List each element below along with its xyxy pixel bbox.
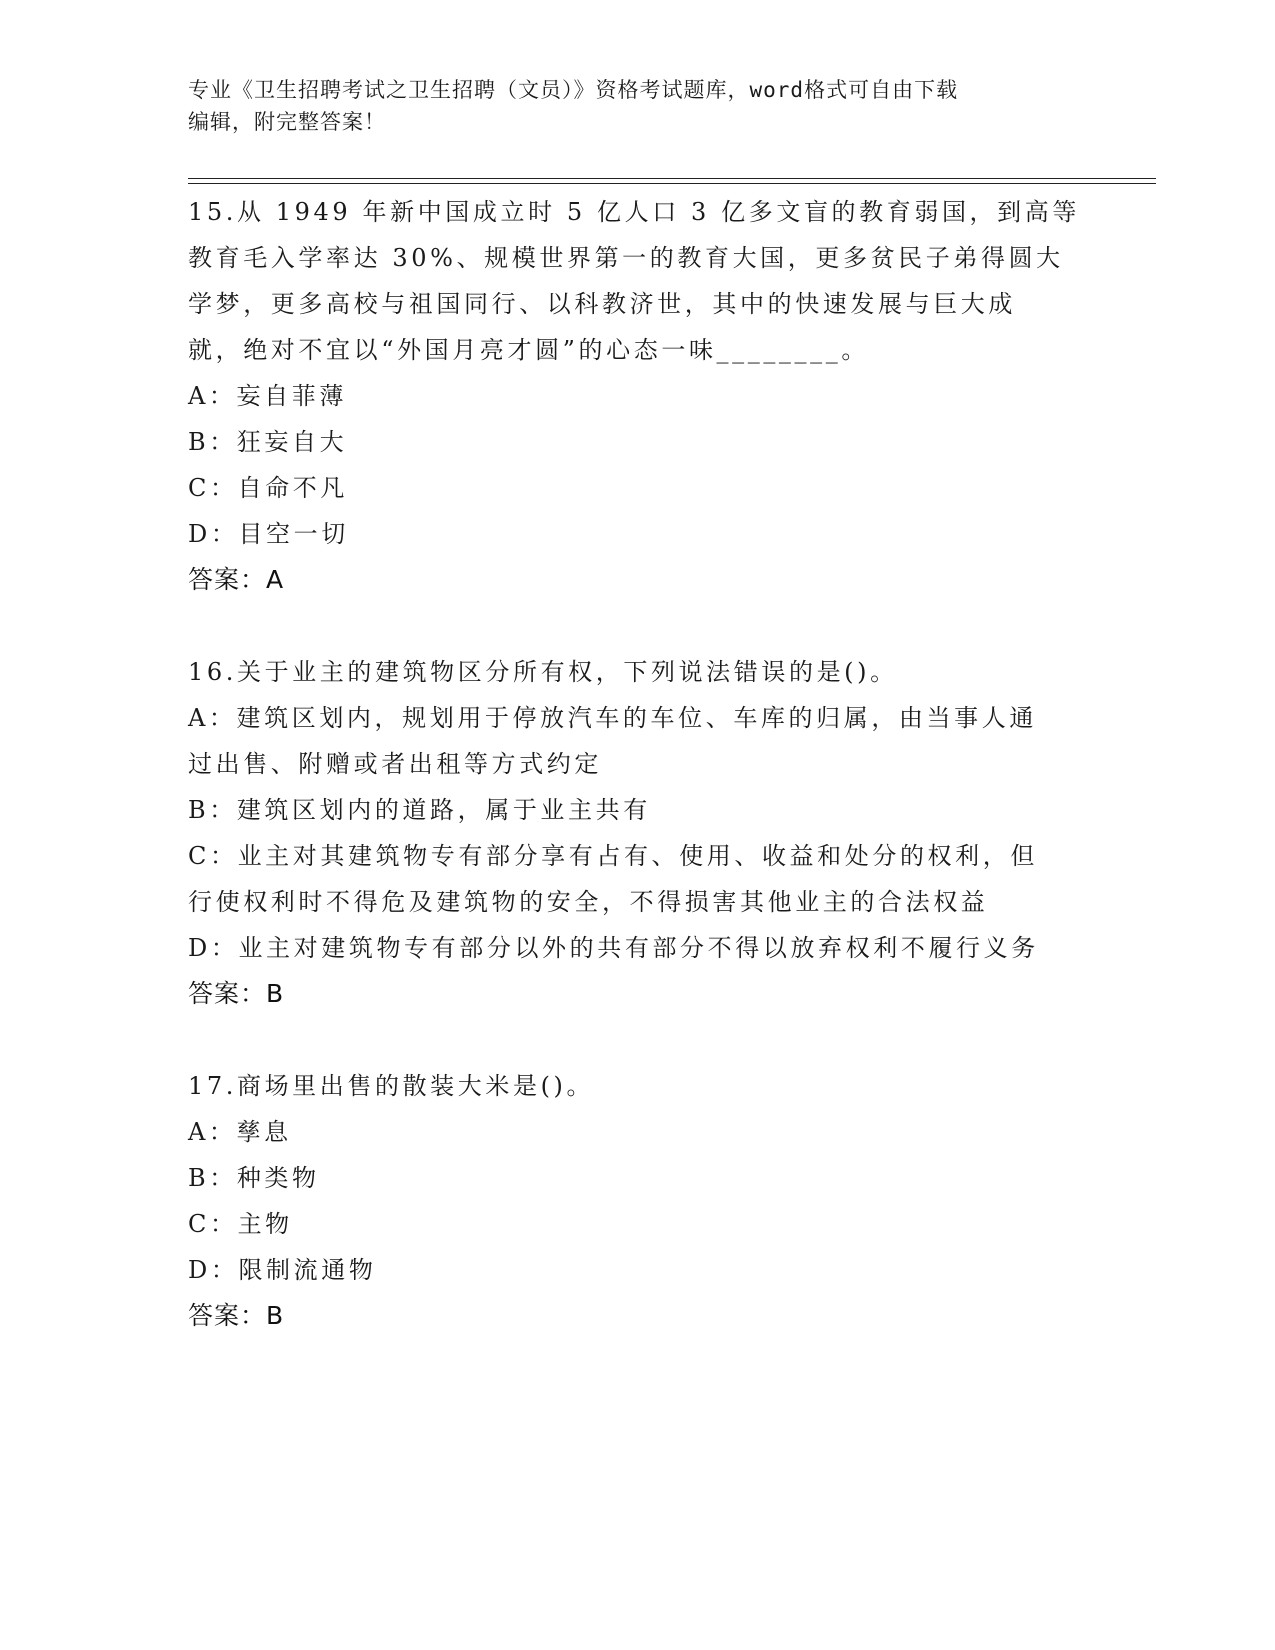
- header-divider-bottom: [188, 183, 1156, 184]
- question-stem-line: 学梦，更多高校与祖国同行、以科教济世，其中的快速发展与巨大成: [188, 290, 1016, 318]
- question-block: [188, 649, 1088, 1017]
- question-stem-line: 教育毛入学率达 30%、规模世界第一的教育大国，更多贫民子弟得圆大: [188, 244, 1064, 272]
- question-block: [188, 1063, 1088, 1339]
- answer-option-line: D：限制流通物: [188, 1256, 377, 1284]
- answer-key: 答案：B: [188, 1301, 285, 1330]
- question-stem-line: 17.商场里出售的散装大米是()。: [188, 1072, 595, 1100]
- question-stem-line: 16.关于业主的建筑物区分所有权，下列说法错误的是()。: [188, 658, 898, 686]
- answer-option-line: A：建筑区划内，规划用于停放汽车的车位、车库的归属，由当事人通: [188, 704, 1037, 732]
- question-spacer: [188, 603, 1088, 649]
- question-block: [188, 189, 1088, 603]
- answer-key: 答案：A: [188, 565, 285, 594]
- question-stem-line: 15.从 1949 年新中国成立时 5 亿人口 3 亿多文盲的教育弱国，到高等: [188, 198, 1080, 226]
- answer-option-line: 过出售、附赠或者出租等方式约定: [188, 750, 602, 778]
- document-header: [188, 74, 1068, 138]
- answer-option-line: D：目空一切: [188, 520, 349, 548]
- question-spacer: [188, 1017, 1088, 1063]
- answer-option-line: D：业主对建筑物专有部分以外的共有部分不得以放弃权利不履行义务: [188, 934, 1039, 962]
- answer-option-line: B：种类物: [188, 1164, 320, 1192]
- answer-option-line: A：孳息: [188, 1118, 292, 1146]
- answer-option-line: A：妄自菲薄: [188, 382, 347, 410]
- header-line-1: 专业《卫生招聘考试之卫生招聘（文员）》资格考试题库，word格式可自由下载: [188, 78, 959, 102]
- answer-option-line: 行使权利时不得危及建筑物的安全，不得损害其他业主的合法权益: [188, 888, 989, 916]
- answer-option-line: C：业主对其建筑物专有部分享有占有、使用、收益和处分的权利，但: [188, 842, 1038, 870]
- answer-key: 答案：B: [188, 979, 285, 1008]
- question-list: [188, 189, 1088, 1339]
- answer-option-line: C：自命不凡: [188, 474, 348, 502]
- question-stem-line: 就，绝对不宜以“外国月亮才圆”的心态一味________。: [188, 336, 869, 364]
- answer-option-line: B：建筑区划内的道路，属于业主共有: [188, 796, 651, 824]
- header-line-2: 编辑，附完整答案！: [188, 110, 386, 134]
- header-divider-top: [188, 178, 1156, 179]
- answer-option-line: C：主物: [188, 1210, 293, 1238]
- answer-option-line: B：狂妄自大: [188, 428, 348, 456]
